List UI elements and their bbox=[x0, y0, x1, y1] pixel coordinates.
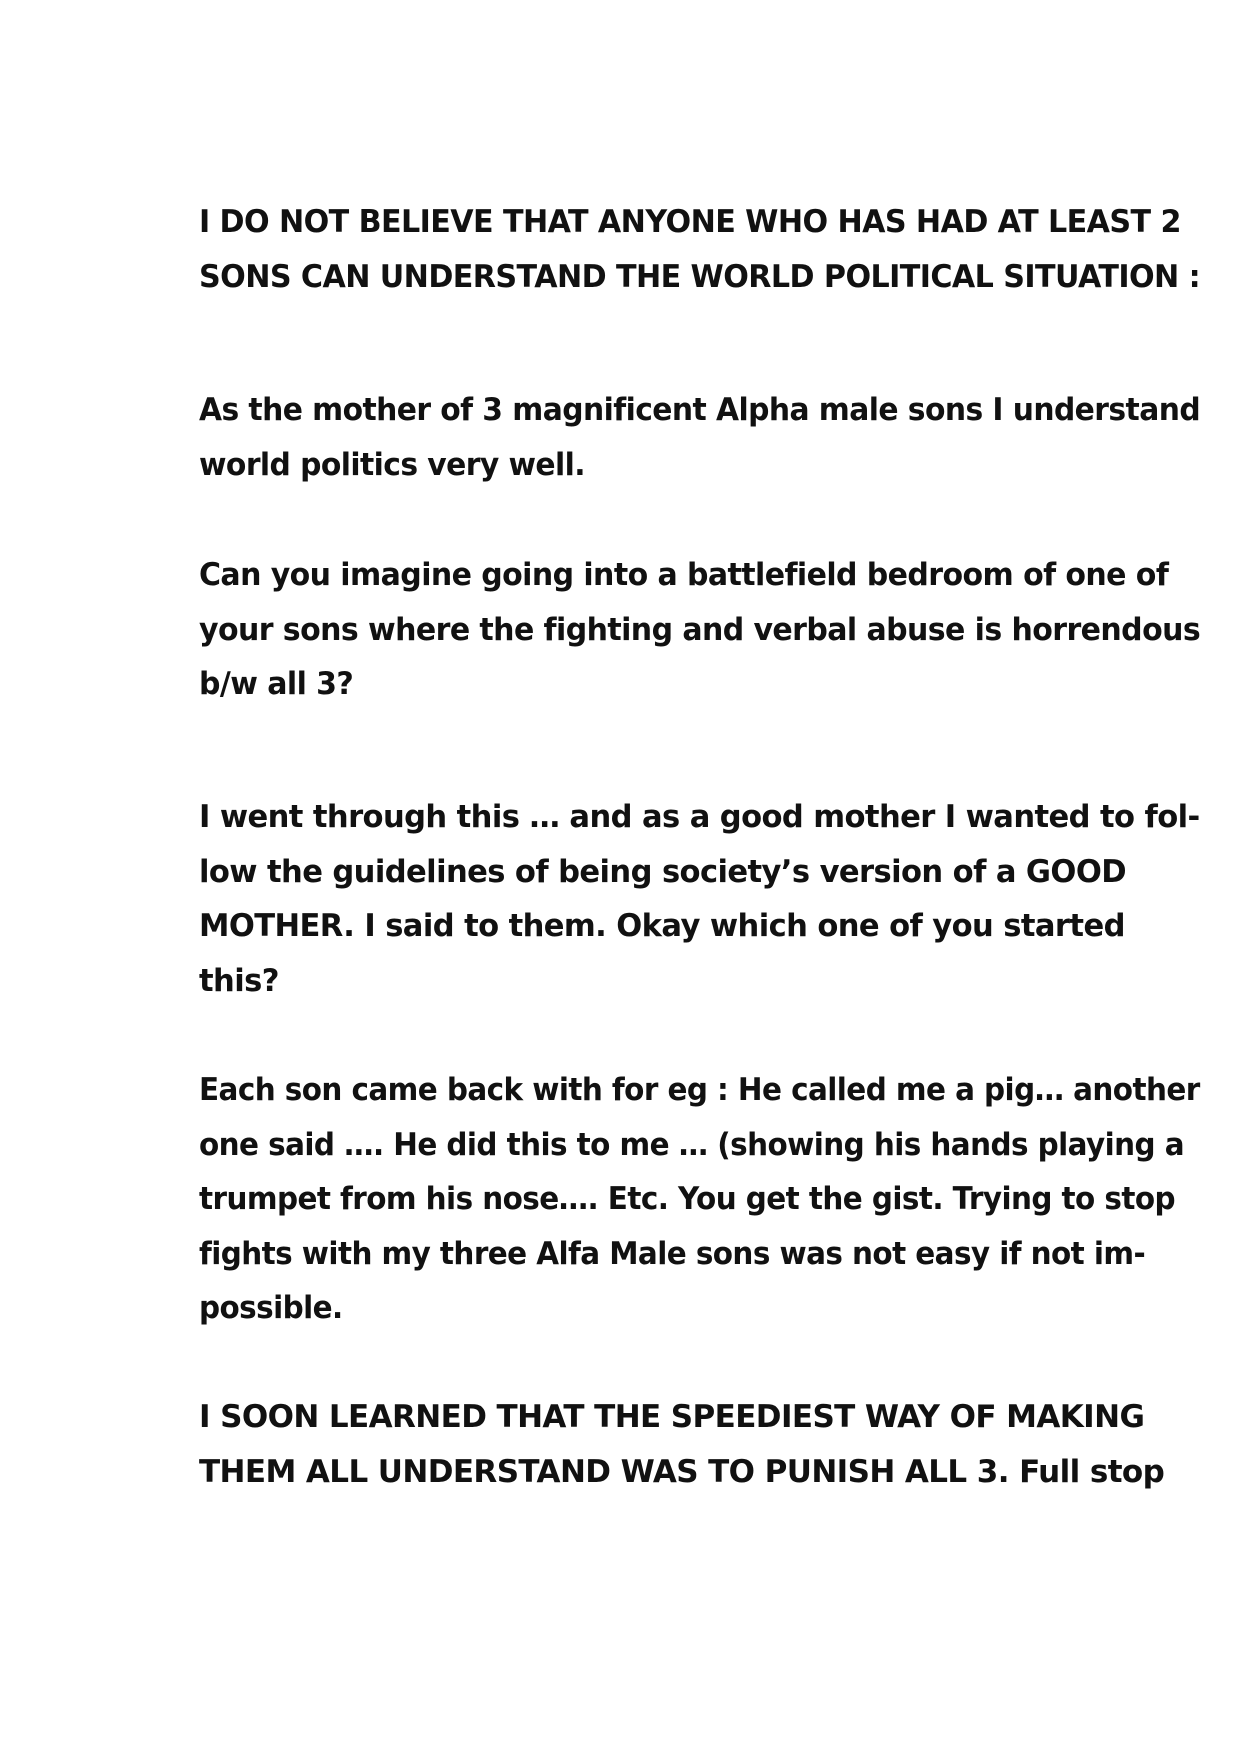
text-line: THEM ALL UNDERSTAND WAS TO PUNISH ALL 3. Full stop bbox=[199, 1453, 1165, 1490]
text-line: I went through this … and as a good mother I wanted to fol- bbox=[199, 799, 1200, 835]
text-line: possible. bbox=[199, 1290, 343, 1326]
text-line: world politics very well. bbox=[199, 446, 586, 483]
paragraph-heading bbox=[199, 195, 1228, 304]
text-line: As the mother of 3 magnificent Alpha male sons I understand bbox=[199, 392, 1201, 428]
text-line: MOTHER. I said to them. Okay which one of you started bbox=[199, 908, 1125, 944]
paragraph-battlefield bbox=[199, 548, 1234, 712]
paragraph-each-son bbox=[199, 1063, 1240, 1336]
text-line: trumpet from his nose…. Etc. You get the gist. Trying to stop bbox=[199, 1181, 1176, 1217]
text-line: I DO NOT BELIEVE THAT ANYONE WHO HAS HAD AT LEAST 2 bbox=[199, 204, 1181, 240]
paragraph-conclusion bbox=[199, 1390, 1164, 1499]
text-line: fights with my three Alfa Male sons was not easy if not im- bbox=[199, 1235, 1146, 1272]
text-line: this? bbox=[199, 962, 279, 999]
text-line: one said …. He did this to me … (showing his hands playing a bbox=[199, 1126, 1185, 1163]
text-line: b/w all 3? bbox=[199, 666, 354, 702]
text-line: I SOON LEARNED THAT THE SPEEDIEST WAY OF MAKING bbox=[199, 1399, 1145, 1435]
text-line: your sons where the fighting and verbal abuse is horrendous bbox=[199, 611, 1201, 648]
text-line: SONS CAN UNDERSTAND THE WORLD POLITICAL SITUATION : bbox=[199, 258, 1201, 295]
paragraph-mother-intro bbox=[199, 383, 1240, 492]
paragraph-good-mother bbox=[199, 790, 1214, 1008]
text-line: Can you imagine going into a battlefield bedroom of one of bbox=[199, 557, 1169, 593]
text-line: low the guidelines of being society’s version of a GOOD bbox=[199, 853, 1127, 890]
text-line: Each son came back with for eg : He called me a pig… another bbox=[199, 1072, 1200, 1108]
